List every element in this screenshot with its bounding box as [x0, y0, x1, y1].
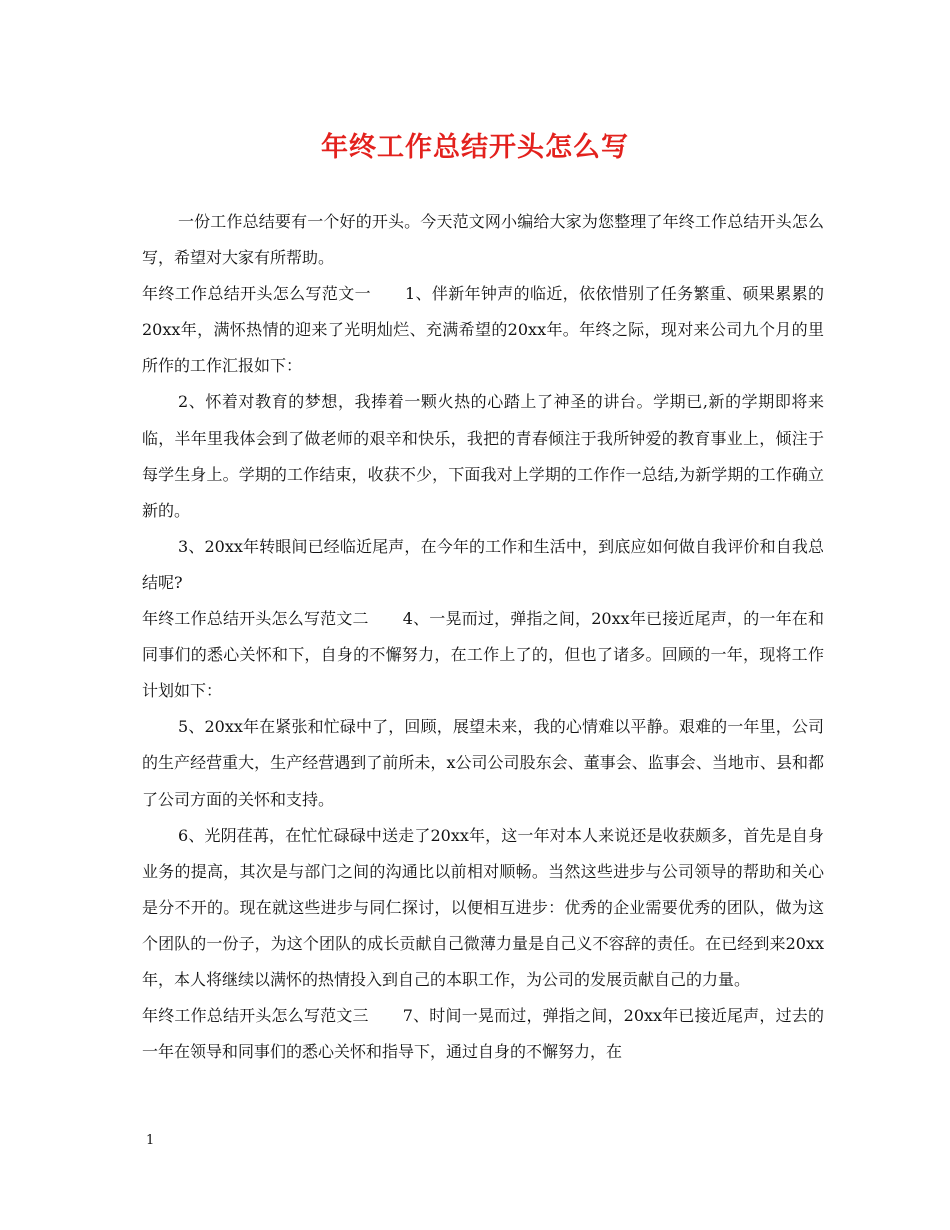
- section-2-lead: 4、一晃而过，弹指之间，20xx年已接近尾声，的一年在和同事们的悉心关怀和下，自身的不懈努力，在工作上了的，但也了诸多。回顾的一年，现将工作计划如下：: [142, 609, 824, 701]
- section-3-heading: 年终工作总结开头怎么写范文三: [142, 1006, 369, 1026]
- section-2-heading: 年终工作总结开头怎么写范文二: [142, 609, 369, 629]
- section-1-block: [142, 276, 824, 384]
- section-1-lead: 1、伴新年钟声的临近，依依惜别了任务繁重、硕果累累的20xx年，满怀热情的迎来了光明灿烂、充满希望的20xx年。年终之际，现对来公司九个月的里所作的工作汇报如下：: [142, 284, 824, 376]
- section-2-block: [142, 601, 824, 709]
- section-2-paragraph-1: 5、20xx年在紧张和忙碌中了，回顾，展望未来，我的心情难以平静。艰难的一年里，公司的生产经营重大，生产经营遇到了前所未，x公司公司股东会、董事会、监事会、当地市、县和都了公司方面的关怀和支持。: [142, 717, 824, 809]
- document-title: 年终工作总结开头怎么写: [321, 132, 629, 163]
- section-2-paragraph-2: 6、光阴荏苒，在忙忙碌碌中送走了20xx年，这一年对本人来说还是收获颇多，首先是自身业务的提高，其次是与部门之间的沟通比以前相对顺畅。当然这些进步与公司领导的帮助和关心是分不开的。现在就这些进步与同仁探讨，以便相互进步：优秀的企业需要优秀的团队，做为这个团队的一份子，为这个团队的成长贡献自己微薄力量是自己义不容辞的责任。在已经到来20xx年，本人将继续以满怀的热情投入到自己的本职工作，为公司的发展贡献自己的力量。: [142, 825, 824, 989]
- section-1-heading: 年终工作总结开头怎么写范文一: [142, 284, 371, 304]
- section-1-paragraph-2: 3、20xx年转眼间已经临近尾声，在今年的工作和生活中，到底应如何做自我评价和自我总结呢?: [142, 536, 824, 592]
- section-3-lead: 7、时间一晃而过，弹指之间，20xx年已接近尾声，过去的一年在领导和同事们的悉心关怀和指导下，通过自身的不懈努力，在: [142, 1006, 824, 1062]
- section-3-block: [142, 998, 824, 1070]
- section-1-paragraph-1: 2、怀着对教育的梦想，我捧着一颗火热的心踏上了神圣的讲台。学期已,新的学期即将来临，半年里我体会到了做老师的艰辛和快乐，我把的青春倾注于我所钟爱的教育事业上，倾注于每学生身上。学期的工作结束，收获不少，下面我对上学期的工作作一总结,为新学期的工作确立新的。: [142, 392, 824, 520]
- page-number: 1: [146, 1133, 155, 1148]
- document-body: [142, 204, 824, 1070]
- intro-paragraph: 一份工作总结要有一个好的开头。今天范文网小编给大家为您整理了年终工作总结开头怎么写，希望对大家有所帮助。: [142, 212, 824, 268]
